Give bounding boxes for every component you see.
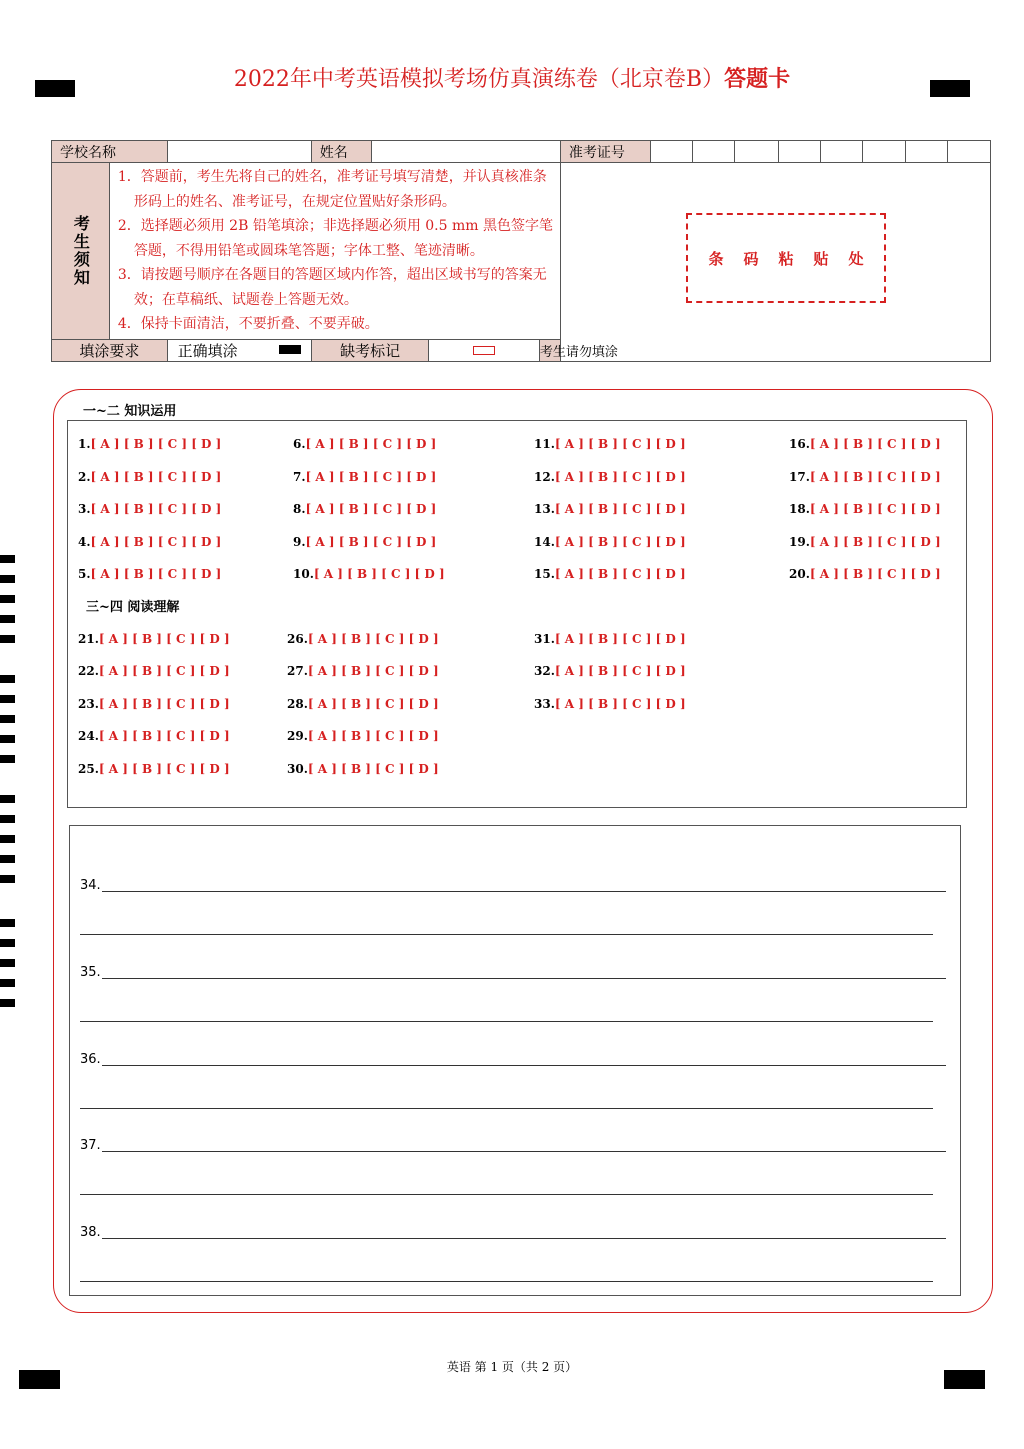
answer-options[interactable]: [ A ] [ B ] [ C ] [ D ] xyxy=(307,762,439,776)
question-item[interactable] xyxy=(534,535,686,549)
answer-options[interactable]: [ A ] [ B ] [ C ] [ D ] xyxy=(305,502,437,516)
notice-list xyxy=(109,163,560,340)
exam-id-box[interactable] xyxy=(947,141,990,163)
answer-options[interactable]: [ A ] [ B ] [ C ] [ D ] xyxy=(305,535,437,549)
exam-id-box[interactable] xyxy=(862,141,905,163)
question-item[interactable] xyxy=(287,762,439,776)
timing-mark xyxy=(0,575,15,583)
question-number: 19. xyxy=(789,535,810,549)
answer-options[interactable]: [ A ] [ B ] [ C ] [ D ] xyxy=(305,470,437,484)
question-number: 18. xyxy=(789,502,810,516)
notice-label: 考生须知 xyxy=(71,214,91,287)
question-item[interactable] xyxy=(534,470,686,484)
question-number: 23. xyxy=(78,697,99,711)
written-answer-box xyxy=(69,825,961,1296)
question-number: 2. xyxy=(78,470,91,484)
question-number: 33. xyxy=(534,697,555,711)
correct-fill-cell xyxy=(167,339,311,361)
name-label: 姓名 xyxy=(311,141,371,163)
timing-mark xyxy=(0,875,15,883)
question-item[interactable] xyxy=(287,632,439,646)
answer-options[interactable]: [ A ] [ B ] [ C ] [ D ] xyxy=(809,502,941,516)
answer-options[interactable]: [ A ] [ B ] [ C ] [ D ] xyxy=(98,697,230,711)
question-item[interactable] xyxy=(789,437,941,451)
question-number: 27. xyxy=(287,664,308,678)
question-item[interactable] xyxy=(789,567,941,581)
page-footer: 英语 第 1 页（共 2 页） xyxy=(446,1360,578,1374)
written-question-number: 36. xyxy=(80,1052,101,1067)
timing-mark xyxy=(0,815,15,823)
question-number: 29. xyxy=(287,729,308,743)
question-item[interactable] xyxy=(293,567,445,581)
notice-label-cell xyxy=(52,163,110,340)
question-item[interactable] xyxy=(293,470,436,484)
answer-line[interactable] xyxy=(80,934,933,935)
school-field[interactable] xyxy=(167,141,311,163)
question-item[interactable] xyxy=(78,729,230,743)
timing-mark xyxy=(0,695,15,703)
answer-options[interactable]: [ A ] [ B ] [ C ] [ D ] xyxy=(307,697,439,711)
question-number: 9. xyxy=(293,535,306,549)
written-question-number: 34. xyxy=(80,878,101,893)
question-item[interactable] xyxy=(293,535,436,549)
answer-options[interactable]: [ A ] [ B ] [ C ] [ D ] xyxy=(554,535,686,549)
answer-options[interactable]: [ A ] [ B ] [ C ] [ D ] xyxy=(554,664,686,678)
timing-mark xyxy=(0,919,15,927)
timing-mark xyxy=(0,735,15,743)
question-item[interactable] xyxy=(78,697,230,711)
timing-mark xyxy=(0,959,15,967)
answer-line[interactable] xyxy=(80,1194,933,1195)
question-item[interactable] xyxy=(789,502,941,516)
question-number: 22. xyxy=(78,664,99,678)
timing-mark xyxy=(0,715,15,723)
answer-options[interactable]: [ A ] [ B ] [ C ] [ D ] xyxy=(554,502,686,516)
question-item[interactable] xyxy=(534,664,686,678)
timing-mark xyxy=(0,939,15,947)
question-item[interactable] xyxy=(534,697,686,711)
question-item[interactable] xyxy=(534,632,686,646)
question-number: 24. xyxy=(78,729,99,743)
answer-options[interactable]: [ A ] [ B ] [ C ] [ D ] xyxy=(307,632,439,646)
question-item[interactable] xyxy=(78,437,221,451)
question-item[interactable] xyxy=(293,502,436,516)
answer-line[interactable] xyxy=(102,1238,946,1239)
exam-id-box[interactable] xyxy=(820,141,862,163)
question-number: 14. xyxy=(534,535,555,549)
question-number: 13. xyxy=(534,502,555,516)
answer-options[interactable]: [ A ] [ B ] [ C ] [ D ] xyxy=(98,664,230,678)
written-question-number: 38. xyxy=(80,1225,101,1240)
question-number: 30. xyxy=(287,762,308,776)
question-item[interactable] xyxy=(534,437,686,451)
timing-mark xyxy=(0,795,15,803)
question-item[interactable] xyxy=(789,535,941,549)
exam-id-label: 准考证号 xyxy=(560,141,650,163)
question-item[interactable] xyxy=(78,470,221,484)
question-item[interactable] xyxy=(78,632,230,646)
answer-options[interactable]: [ A ] [ B ] [ C ] [ D ] xyxy=(554,632,686,646)
section1-title: 一~二 知识运用 xyxy=(83,404,177,419)
answer-options[interactable]: [ A ] [ B ] [ C ] [ D ] xyxy=(305,437,437,451)
answer-line[interactable] xyxy=(102,978,946,979)
timing-mark xyxy=(0,979,15,987)
answer-options[interactable]: [ A ] [ B ] [ C ] [ D ] xyxy=(98,632,230,646)
question-number: 6. xyxy=(293,437,306,451)
question-item[interactable] xyxy=(287,697,439,711)
question-number: 16. xyxy=(789,437,810,451)
timing-mark xyxy=(0,675,15,683)
answer-line[interactable] xyxy=(80,1108,933,1109)
exam-id-box[interactable] xyxy=(735,141,778,163)
title-main: 2022年中考英语模拟考场仿真演练卷（北京卷B） xyxy=(233,67,725,92)
timing-mark xyxy=(0,755,15,763)
question-number: 31. xyxy=(534,632,555,646)
answer-options[interactable]: [ A ] [ B ] [ C ] [ D ] xyxy=(809,567,941,581)
timing-mark xyxy=(0,555,15,563)
exam-id-box[interactable] xyxy=(905,141,947,163)
timing-mark xyxy=(0,855,15,863)
question-number: 21. xyxy=(78,632,99,646)
question-number: 20. xyxy=(789,567,810,581)
absent-mark-box[interactable] xyxy=(429,339,539,361)
answer-line[interactable] xyxy=(102,891,946,892)
written-question-number: 35. xyxy=(80,965,101,980)
answer-line[interactable] xyxy=(80,1021,933,1022)
question-item[interactable] xyxy=(78,535,221,549)
answer-options[interactable]: [ A ] [ B ] [ C ] [ D ] xyxy=(809,535,941,549)
answer-options[interactable]: [ A ] [ B ] [ C ] [ D ] xyxy=(554,567,686,581)
question-number: 5. xyxy=(78,567,91,581)
question-item[interactable] xyxy=(789,470,941,484)
question-number: 15. xyxy=(534,567,555,581)
question-number: 3. xyxy=(78,502,91,516)
timing-mark xyxy=(0,835,15,843)
question-item[interactable] xyxy=(287,664,439,678)
name-field[interactable] xyxy=(371,141,560,163)
question-item[interactable] xyxy=(534,502,686,516)
question-number: 8. xyxy=(293,502,306,516)
question-number: 25. xyxy=(78,762,99,776)
notice-item: 4．保持卡面清洁，不要折叠、不要弄破。 xyxy=(117,316,379,332)
school-label: 学校名称 xyxy=(52,141,168,163)
page-title xyxy=(0,62,1024,93)
answer-options[interactable]: [ A ] [ B ] [ C ] [ D ] xyxy=(90,502,222,516)
section2-title: 三~四 阅读理解 xyxy=(86,600,180,615)
question-number: 7. xyxy=(293,470,306,484)
question-number: 17. xyxy=(789,470,810,484)
answer-options[interactable]: [ A ] [ B ] [ C ] [ D ] xyxy=(90,437,222,451)
exam-id-box[interactable] xyxy=(651,141,693,163)
timing-mark xyxy=(0,635,15,643)
answer-line[interactable] xyxy=(80,1281,933,1282)
answer-options[interactable]: [ A ] [ B ] [ C ] [ D ] xyxy=(313,567,445,581)
timing-mark xyxy=(0,615,15,623)
question-number: 26. xyxy=(287,632,308,646)
question-item[interactable] xyxy=(78,762,230,776)
correct-fill-label: 正确填涂 xyxy=(177,341,238,360)
answer-line[interactable] xyxy=(102,1065,946,1066)
question-number: 10. xyxy=(293,567,314,581)
filled-mark-icon xyxy=(279,345,301,354)
exam-id-box[interactable] xyxy=(693,141,735,163)
written-question-number: 37. xyxy=(80,1138,101,1153)
question-number: 1. xyxy=(78,437,91,451)
barcode-paste-area: 条码粘贴处 xyxy=(686,213,886,303)
question-item[interactable] xyxy=(78,567,221,581)
answer-options[interactable]: [ A ] [ B ] [ C ] [ D ] xyxy=(98,729,230,743)
question-item[interactable] xyxy=(293,437,436,451)
answer-options[interactable]: [ A ] [ B ] [ C ] [ D ] xyxy=(554,470,686,484)
absent-label: 缺考标记 xyxy=(311,339,429,361)
answer-options[interactable]: [ A ] [ B ] [ C ] [ D ] xyxy=(307,729,439,743)
exam-id-box[interactable] xyxy=(778,141,820,163)
notice-item: 1．答题前，考生先将自己的姓名，准考证号填写清楚，并认真核准条形码上的姓名、准考证号，在规定位置贴好条形码。 xyxy=(117,169,547,210)
notice-item: 3．请按题号顺序在各题目的答题区域内作答，超出区域书写的答案无效；在草稿纸、试题卷上答题无效。 xyxy=(117,267,547,308)
absent-mark-icon xyxy=(473,346,495,355)
answer-options[interactable]: [ A ] [ B ] [ C ] [ D ] xyxy=(90,470,222,484)
answer-options[interactable]: [ A ] [ B ] [ C ] [ D ] xyxy=(809,470,941,484)
answer-options[interactable]: [ A ] [ B ] [ C ] [ D ] xyxy=(554,697,686,711)
question-number: 28. xyxy=(287,697,308,711)
title-suffix: 答题卡 xyxy=(724,66,791,92)
notice-item: 2．选择题必须用 2B 铅笔填涂；非选择题必须用 0.5 mm 黑色签字笔答题，不得用铅笔或圆珠笔答题；字体工整、笔迹清晰。 xyxy=(117,218,553,259)
fill-req-label: 填涂要求 xyxy=(52,339,168,361)
timing-mark xyxy=(0,999,15,1007)
question-item[interactable] xyxy=(78,502,221,516)
question-item[interactable] xyxy=(78,664,230,678)
answer-options[interactable]: [ A ] [ B ] [ C ] [ D ] xyxy=(90,567,222,581)
answer-options[interactable]: [ A ] [ B ] [ C ] [ D ] xyxy=(90,535,222,549)
staff-only-label: 考生请勿填涂 xyxy=(539,339,560,361)
answer-options[interactable]: [ A ] [ B ] [ C ] [ D ] xyxy=(554,437,686,451)
question-number: 11. xyxy=(534,437,555,451)
question-number: 12. xyxy=(534,470,555,484)
question-item[interactable] xyxy=(287,729,439,743)
answer-options[interactable]: [ A ] [ B ] [ C ] [ D ] xyxy=(809,437,941,451)
question-number: 32. xyxy=(534,664,555,678)
answer-line[interactable] xyxy=(102,1151,946,1152)
answer-options[interactable]: [ A ] [ B ] [ C ] [ D ] xyxy=(98,762,230,776)
question-number: 4. xyxy=(78,535,91,549)
question-item[interactable] xyxy=(534,567,686,581)
answer-options[interactable]: [ A ] [ B ] [ C ] [ D ] xyxy=(307,664,439,678)
timing-mark xyxy=(0,595,15,603)
